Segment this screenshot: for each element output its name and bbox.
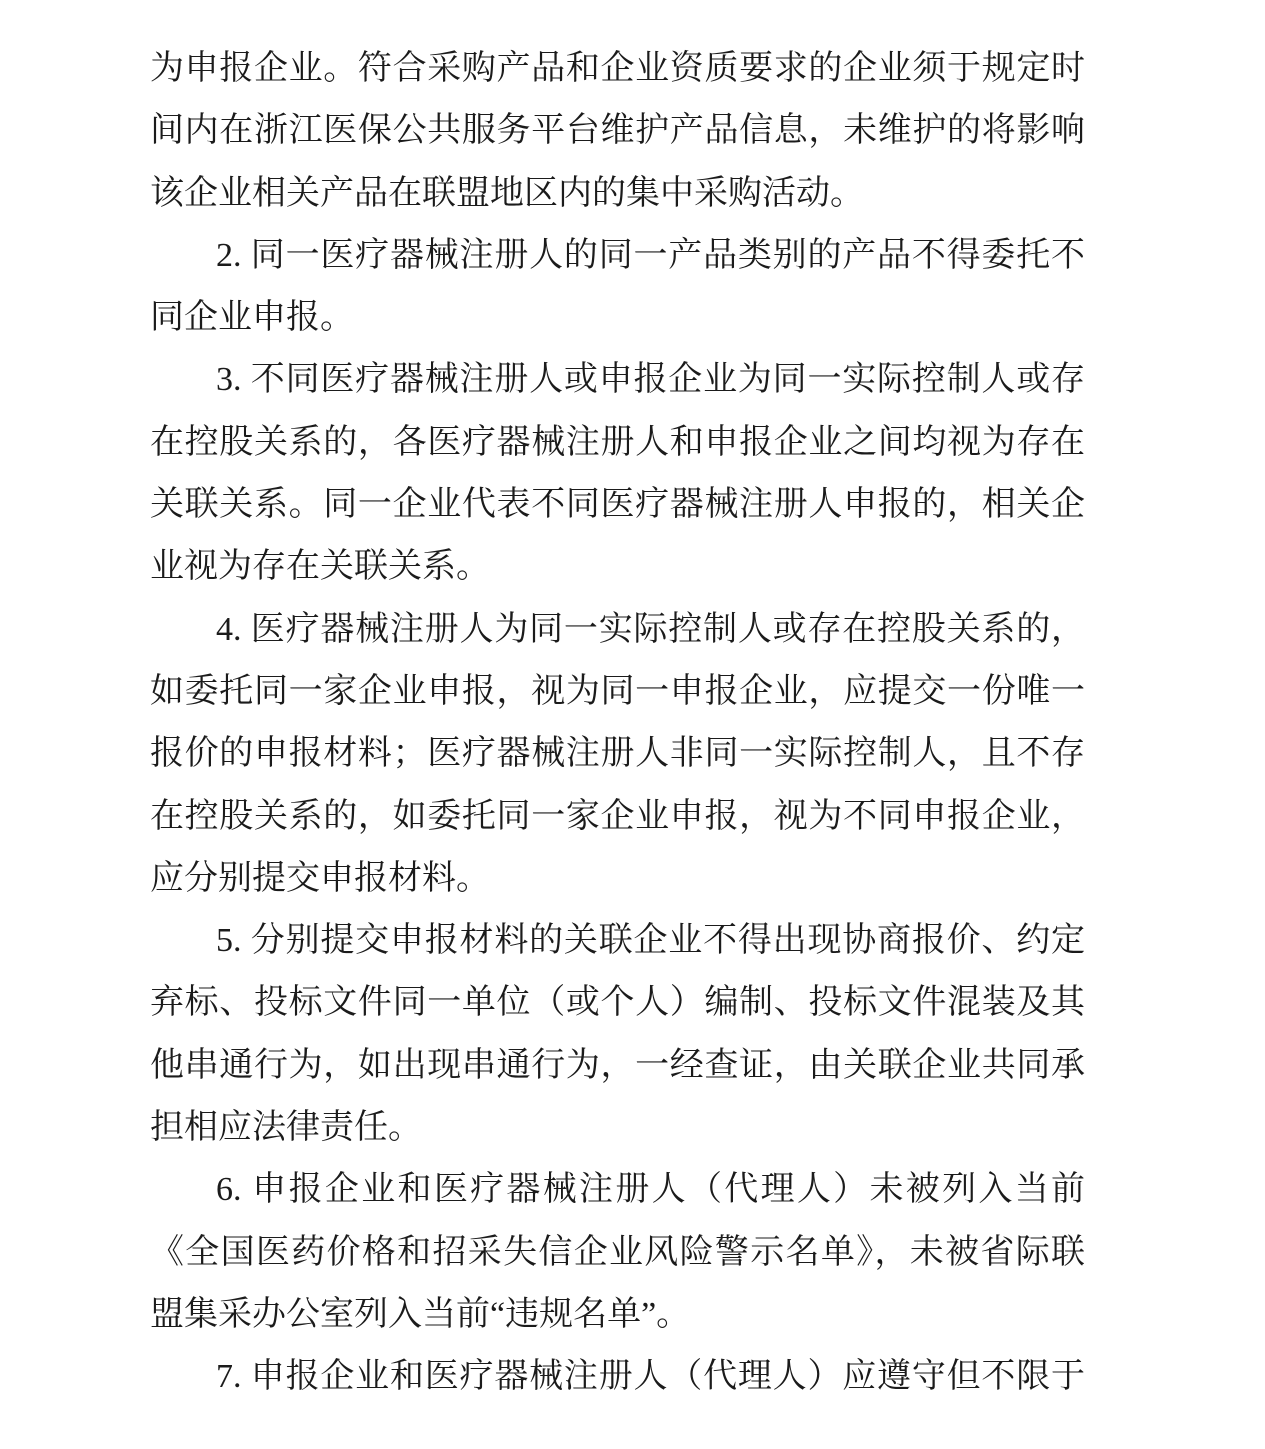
text-line: 该企业相关产品在联盟地区内的集中采购活动。 xyxy=(150,174,864,212)
text-line: 如委托同一家企业申报，视为同一申报企业，应提交一份唯一 xyxy=(150,672,1085,710)
text-line: 同企业申报。 xyxy=(150,299,354,337)
text-line: 3. 不同医疗器械注册人或申报企业为同一实际控制人或存 xyxy=(216,361,1085,399)
text-line: 在控股关系的，各医疗器械注册人和申报企业之间均视为存在 xyxy=(150,423,1085,461)
text-line: 关联关系。同一企业代表不同医疗器械注册人申报的，相关企 xyxy=(150,486,1085,524)
text-line: 盟集采办公室列入当前“违规名单”。 xyxy=(150,1295,691,1333)
paragraph xyxy=(150,910,1085,1159)
text-line: 报价的申报材料；医疗器械注册人非同一实际控制人，且不存 xyxy=(150,735,1085,773)
paragraph xyxy=(150,38,1085,225)
text-line: 4. 医疗器械注册人为同一实际控制人或存在控股关系的， xyxy=(216,610,1085,648)
document-body xyxy=(150,38,1085,1409)
text-line: 间内在浙江医保公共服务平台维护产品信息，未维护的将影响 xyxy=(150,112,1085,150)
text-line: 弃标、投标文件同一单位（或个人）编制、投标文件混装及其 xyxy=(150,984,1085,1022)
text-line: 为申报企业。符合采购产品和企业资质要求的企业须于规定时 xyxy=(150,50,1085,87)
text-line: 7. 申报企业和医疗器械注册人（代理人）应遵守但不限于 xyxy=(216,1358,1085,1396)
text-line: 5. 分别提交申报材料的关联企业不得出现协商报价、约定 xyxy=(216,922,1085,960)
text-line: 担相应法律责任。 xyxy=(150,1109,422,1147)
text-line: 应分别提交申报材料。 xyxy=(150,859,490,897)
paragraph xyxy=(150,349,1085,598)
text-line: 《全国医药价格和招采失信企业风险警示名单》，未被省际联 xyxy=(150,1233,1085,1271)
paragraph xyxy=(150,1159,1085,1346)
paragraph xyxy=(150,599,1085,910)
text-line: 6. 申报企业和医疗器械注册人（代理人）未被列入当前 xyxy=(216,1171,1085,1209)
text-line: 在控股关系的，如委托同一家企业申报，视为不同申报企业， xyxy=(150,797,1085,835)
paragraph xyxy=(150,225,1085,350)
text-line: 业视为存在关联关系。 xyxy=(150,548,490,586)
text-line: 他串通行为，如出现串通行为，一经查证，由关联企业共同承 xyxy=(150,1046,1085,1084)
text-line: 2. 同一医疗器械注册人的同一产品类别的产品不得委托不 xyxy=(216,236,1085,274)
paragraph xyxy=(150,1346,1085,1408)
